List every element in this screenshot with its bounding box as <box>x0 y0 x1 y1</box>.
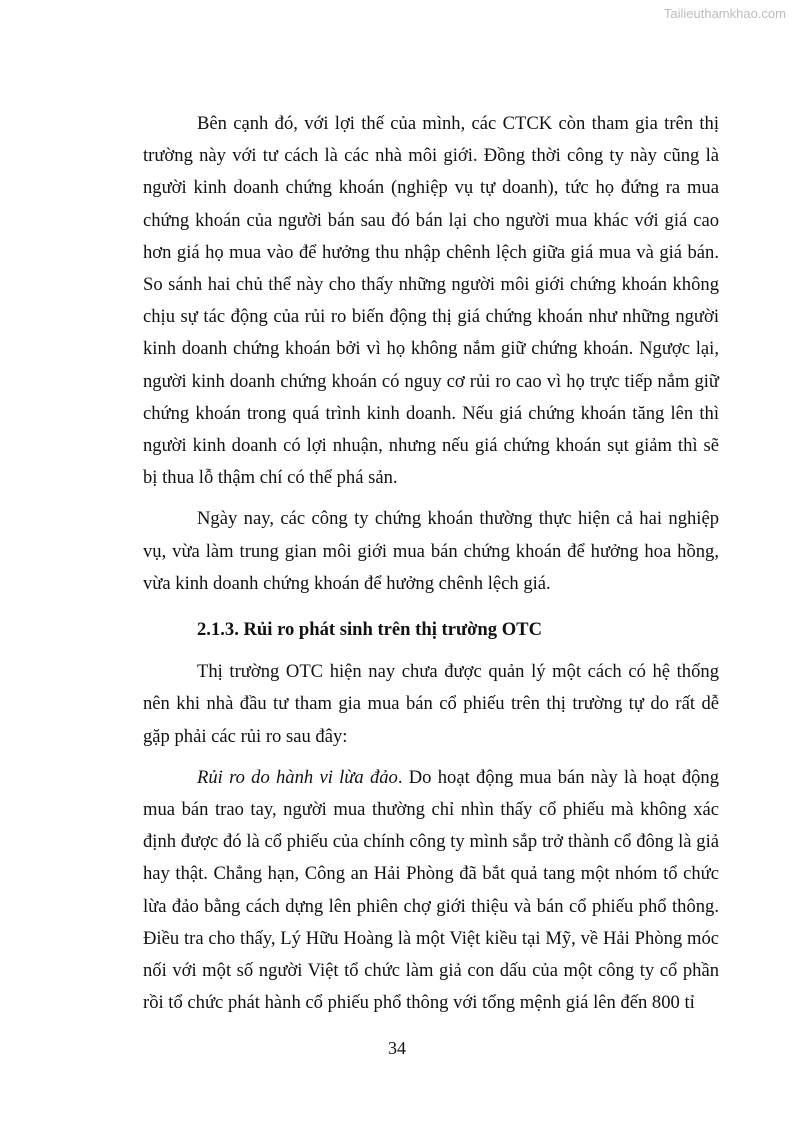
watermark-text: Tailieuthamkhao.com <box>663 6 786 21</box>
paragraph-fraud-risk <box>143 762 719 1020</box>
page-content <box>143 108 719 1019</box>
paragraph-securities-companies: Ngày nay, các công ty chứng khoán thường thực hiện cả hai nghiệp vụ, vừa làm trung gian môi giới mua bán chứng khoán để hưởng hoa hồng, vừa kinh doanh chứng khoán để hưởng chênh lệch giá. <box>143 508 719 594</box>
fraud-risk-body: . Do hoạt động mua bán này là hoạt động mua bán trao tay, người mua thường chỉ nhìn thấy cổ phiếu mà không xác định được đó là cổ phiếu của chính công ty mình sắp trở thành cổ đông là giả hay thật. Chẳng hạn, Công an Hải Phòng đã bắt quả tang một nhóm tổ chức lừa đảo bằng cách dựng lên phiên chợ giới thiệu và bán cổ phiếu phổ thông. Điều tra cho thấy, Lý Hữu Hoàng là một Việt kiều tại Mỹ, về Hải Phòng móc nối với một số người Việt tổ chức làm giả con dấu của một công ty cổ phần rồi tổ chức phát hành cổ phiếu phổ thông với tổng mệnh giá lên đến 800 tỉ <box>143 766 720 1014</box>
fraud-risk-term: Rủi ro do hành vi lừa đảo <box>197 766 398 788</box>
page-number: 34 <box>388 1038 406 1058</box>
section-heading: 2.1.3. Rủi ro phát sinh trên thị trường OTC <box>197 619 542 641</box>
paragraph-brokers-dealers: Bên cạnh đó, với lợi thế của mình, các CTCK còn tham gia trên thị trường này với tư cách là các nhà môi giới. Đồng thời công ty này cũng là người kinh doanh chứng khoán (nghiệp vụ tự doanh), tức họ đứng ra mua chứng khoán của người bán sau đó bán lại cho người mua khác với giá cao hơn giá họ mua vào để hưởng thu nhập chênh lệch giữa giá mua và giá bán. So sánh hai chủ thể này cho thấy những người môi giới chứng khoán không chịu sự tác động của rủi ro biến động thị giá chứng khoán như những người kinh doanh chứng khoán bởi vì họ không nắm giữ chứng khoán. Ngược lại, người kinh doanh chứng khoán có nguy cơ rủi ro cao vì họ trực tiếp nắm giữ chứng khoán trong quá trình kinh doanh. Nếu giá chứng khoán tăng lên thì người kinh doanh có lợi nhuận, nhưng nếu giá chứng khoán sụt giảm thì sẽ bị thua lỗ thậm chí có thể phá sản. <box>143 113 719 489</box>
paragraph-otc-risks-intro: Thị trường OTC hiện nay chưa được quản lý một cách có hệ thống nên khi nhà đầu tư tham gia mua bán cổ phiếu trên thị trường tự do rất dễ gặp phải các rủi ro sau đây: <box>143 661 719 747</box>
